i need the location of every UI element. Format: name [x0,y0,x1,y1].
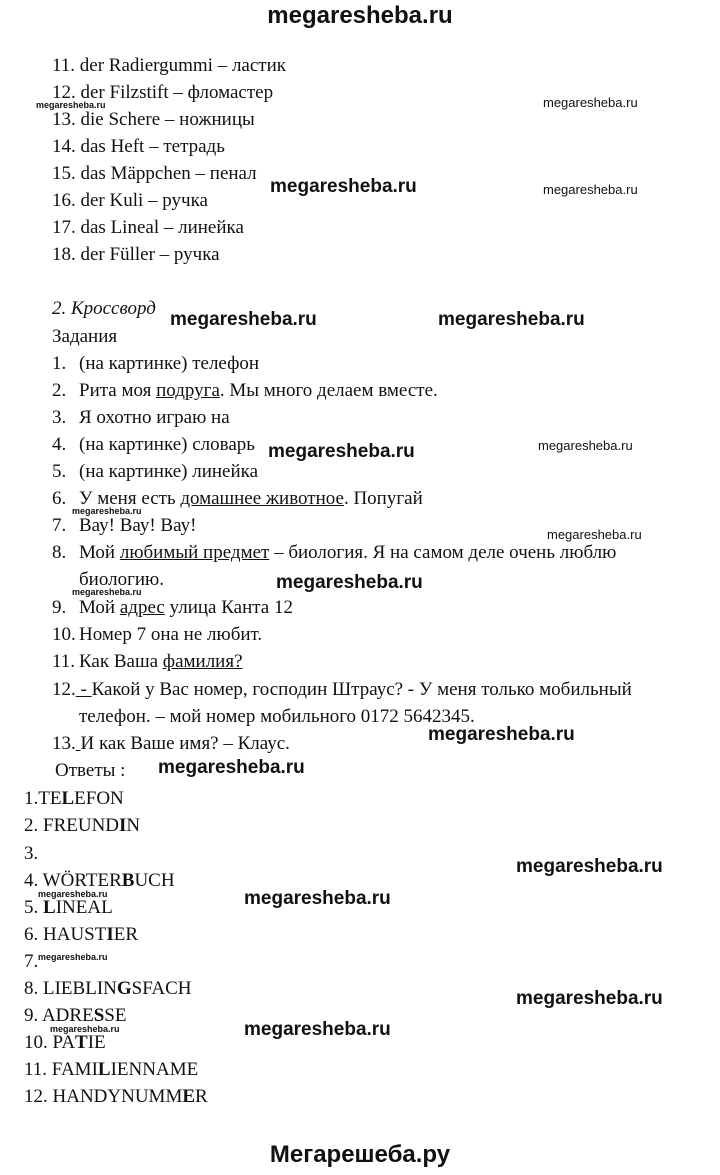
vocab-item: 17. das Lineal – линейка [52,217,244,238]
site-header: megaresheba.ru [267,2,453,29]
vocab-item: 18. der Füller – ручка [52,244,220,265]
task-item: 9. Мой адрес улица Канта 12 [52,597,293,618]
answer-item: 5. LINEAL [24,897,113,918]
answer-item: 12. HANDYNUMMER [24,1086,208,1107]
site-footer: Мегарешеба.ру [269,1141,451,1168]
answer-item: 6. HAUSTIER [24,924,139,945]
vocab-item: 15. das Mäppchen – пенал [52,163,257,184]
answer-item: 7. [24,951,39,972]
task-item-continuation: телефон. – мой номер мобильного 0172 5642345. [79,706,475,727]
vocab-item: 16. der Kuli – ручка [52,190,208,211]
watermark: megaresheba.ru [516,988,663,1009]
task-item: 12. - Какой у Вас номер, господин Штраус? - У меня только мобильный [52,679,632,700]
task-item: 3. Я охотно играю на [52,407,230,428]
watermark: megaresheba.ru [538,438,633,453]
vocab-item: 11. der Radiergummi – ластик [52,55,286,76]
watermark: megaresheba.ru [50,1024,120,1034]
watermark: megaresheba.ru [547,527,642,542]
task-item: 4. (на картинке) словарь [52,434,255,455]
answer-item: 10. PATIE [24,1032,106,1053]
watermark: megaresheba.ru [428,724,575,745]
task-item: 10. Номер 7 она не любит. [52,624,263,645]
watermark: megaresheba.ru [158,757,305,778]
watermark: megaresheba.ru [72,506,142,516]
watermark: megaresheba.ru [270,176,417,197]
vocab-item: 12. der Filzstift – фломастер [52,82,274,103]
answer-item: 3. [24,843,39,864]
vocab-item: 13. die Schere – ножницы [52,109,255,130]
task-item-continuation: биологию. [79,569,164,590]
watermark: megaresheba.ru [244,1019,391,1040]
answer-item: 2. FREUNDIN [24,815,141,836]
answer-item: 4. WÖRTERBUCH [24,870,175,891]
watermark: megaresheba.ru [170,309,317,330]
answer-item: 8. LIEBLINGSFACH [24,978,192,999]
section-title: 2. Кроссворд [52,298,156,319]
answers-label: Ответы : [55,760,126,781]
task-item: 11. Как Ваша фамилия? [52,651,243,672]
watermark: megaresheba.ru [276,572,423,593]
watermark: megaresheba.ru [36,100,106,110]
watermark: megaresheba.ru [38,952,108,962]
watermark: megaresheba.ru [72,587,142,597]
task-item: 1. (на картинке) телефон [52,353,260,374]
answer-item: 9. ADRESSE [24,1005,127,1026]
watermark: megaresheba.ru [438,309,585,330]
task-item: 5. (на картинке) линейка [52,461,259,482]
vocab-item: 14. das Heft – тетрадь [52,136,225,157]
tasks-label: Задания [52,326,118,347]
watermark: megaresheba.ru [516,856,663,877]
answer-item: 1.TELEFON [24,788,124,809]
task-item: 7. Вау! Вау! Вау! [52,515,197,536]
task-item: 13. И как Ваше имя? – Клаус. [52,733,290,754]
watermark: megaresheba.ru [543,182,638,197]
watermark: megaresheba.ru [543,95,638,110]
watermark: megaresheba.ru [268,441,415,462]
answer-item: 11. FAMILIENNAME [24,1059,199,1080]
task-item: 2. Рита моя подруга. Мы много делаем вместе. [52,380,438,401]
watermark: megaresheba.ru [38,889,108,899]
task-item: 8. Мой любимый предмет – биология. Я на самом деле очень люблю [52,542,617,563]
task-item: 6. У меня есть домашнее животное. Попугай [52,488,423,509]
watermark: megaresheba.ru [244,888,391,909]
